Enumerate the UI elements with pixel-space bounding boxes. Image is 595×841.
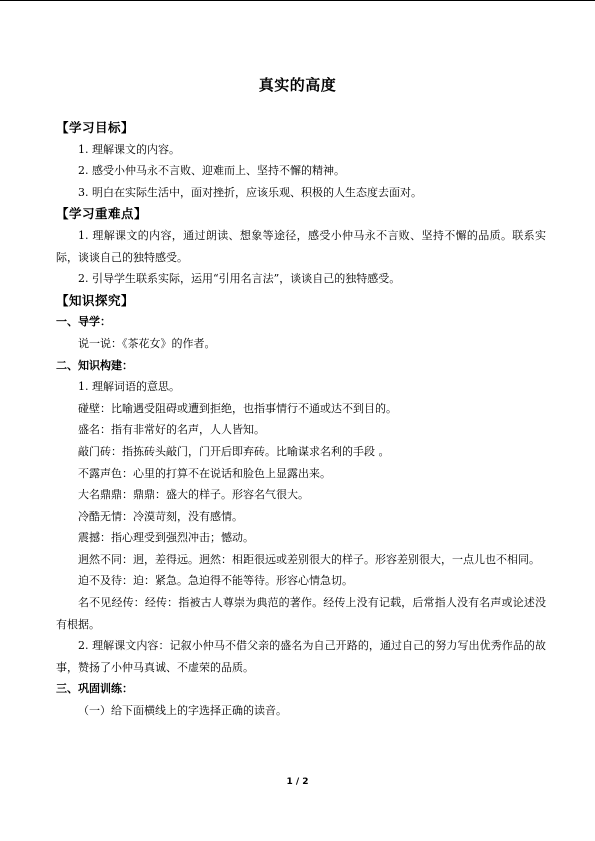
section-heading-exploration: 【知识探究】: [56, 292, 135, 308]
section-heading-key-points: 【学习重难点】: [56, 206, 148, 222]
document-body: [56, 117, 546, 722]
part-heading-guide: 一、导学：: [56, 315, 111, 329]
section-heading-objectives: 【学习目标】: [56, 120, 135, 135]
key-point-paragraph: 2. 引导学生联系实际，运用“引用名言法”，谈谈自己的独特感受。: [78, 272, 401, 286]
part-heading-practice: 三、巩固训练：: [56, 682, 133, 696]
objective-item: 3. 明白在实际生活中，面对挫折，应该乐观、积极的人生态度去面对。: [78, 185, 422, 199]
word-definition: 盛名：指有非常好的名声，人人皆知。: [78, 423, 265, 437]
document-title: 真实的高度: [258, 76, 337, 94]
word-definition: 大名鼎鼎：鼎鼎：盛大的样子。形容名气很大。: [78, 488, 309, 502]
knowledge-item: 1. 理解词语的意思。: [78, 380, 180, 394]
word-definition: 敲门砖：指拣砖头敲门，门开后即弃砖。比喻谋求名利的手段 。: [78, 444, 390, 458]
word-definition: 迫不及待：迫：紧急。急迫得不能等待。形容心情急切。: [78, 574, 353, 588]
word-definition: 名不见经传：经传：指被古人尊崇为典范的著作。经传上没有记载，后常指人没有名声或论述没有根据。: [56, 596, 546, 631]
word-definition: 碰壁：比喻遇受阻碍或遭到拒绝，也指事情行不通或达不到目的。: [78, 401, 397, 415]
word-definition: 不露声色：心里的打算不在说话和脸色上显露出来。: [78, 466, 331, 480]
word-definition: 冷酷无情：冷漠苛刻，没有感情。: [78, 509, 243, 523]
word-definition: 震撼：指心理受到强烈冲击；憾动。: [78, 531, 254, 545]
practice-text: （一）给下面横线上的字选择正确的读音。: [78, 704, 287, 718]
page-number: 1 / 2: [286, 777, 309, 787]
objective-item: 2. 感受小仲马永不言败、迎难而上、坚持不懈的精神。: [78, 164, 345, 178]
knowledge-item: 2. 理解课文内容：记叙小仲马不借父亲的盛名为自己开路的，通过自己的努力写出优秀作品的故事，赞扬了小仲马真诚、不虚荣的品质。: [56, 639, 546, 674]
word-definition: 迥然不同：迥，差得远。迥然：相距很远或差别很大的样子。形容差别很大，一点儿也不相同。: [78, 552, 540, 566]
part-heading-knowledge: 二、知识构建：: [56, 358, 133, 372]
key-point-paragraph: 1. 理解课文的内容，通过朗读、想象等途径，感受小仲马永不言败、坚持不懈的品质。联系实际，谈谈自己的独特感受。: [56, 228, 546, 264]
objective-item: 1. 理解课文的内容。: [78, 142, 180, 156]
guide-text: 说一说：《茶花女》的作者。: [78, 336, 216, 350]
